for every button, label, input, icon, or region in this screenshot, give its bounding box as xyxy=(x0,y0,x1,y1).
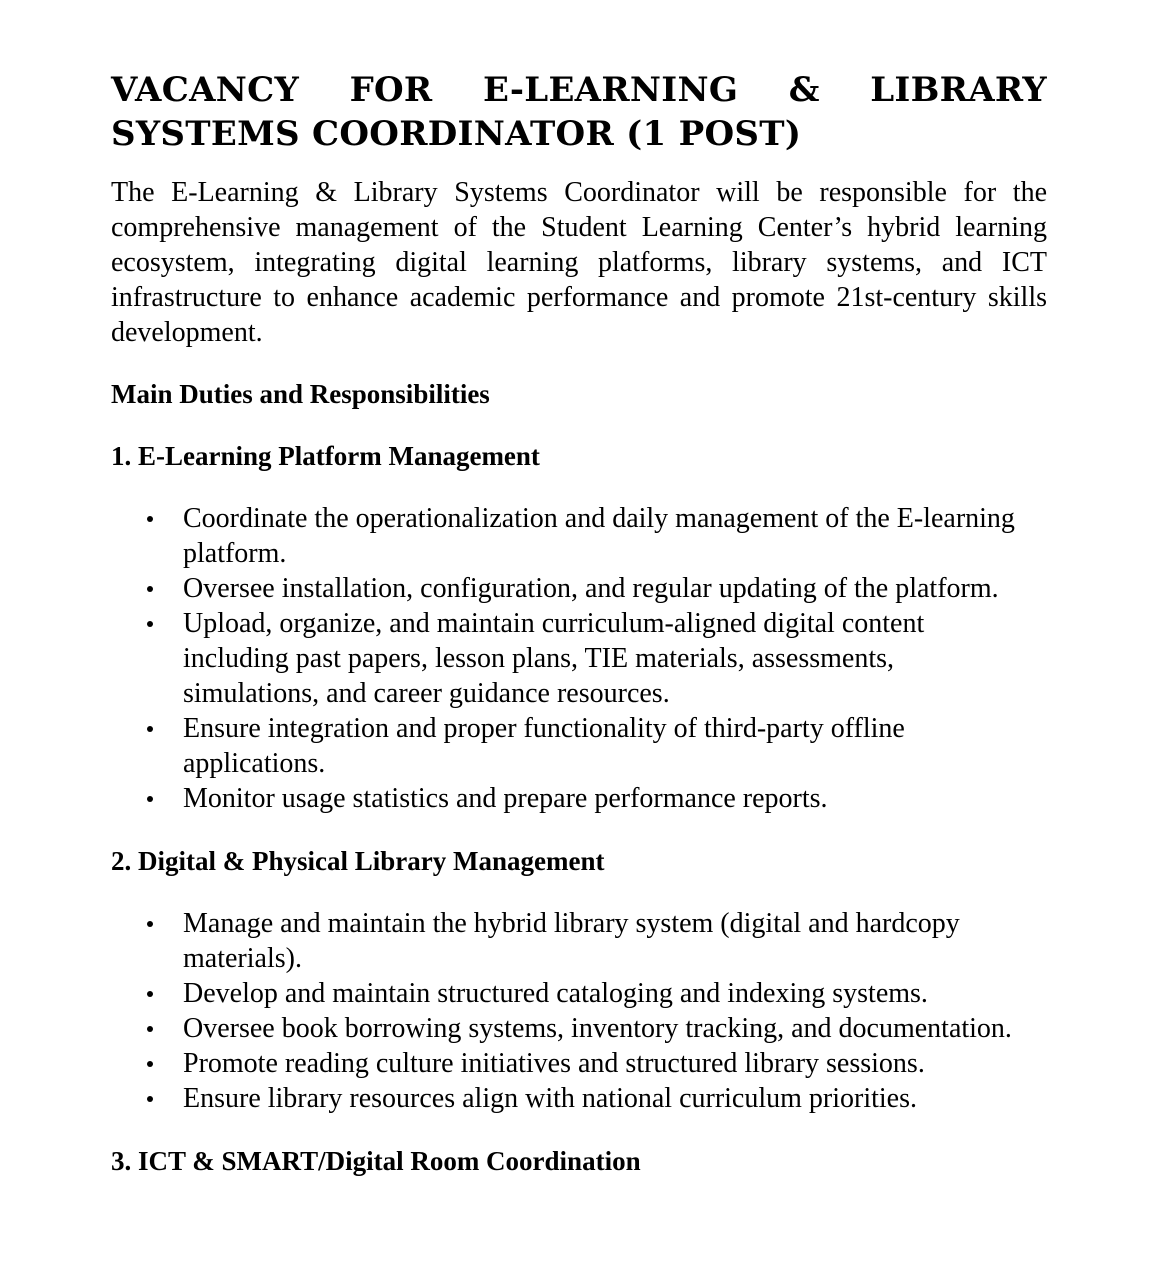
document-page xyxy=(111,68,1047,1179)
section-heading-ict: 3. ICT & SMART/Digital Room Coordination xyxy=(111,1146,641,1176)
list-item-text: Oversee installation, configuration, and regular updating of the platform. xyxy=(183,573,999,604)
list-item xyxy=(111,976,1029,1011)
document-title: VACANCY FOR E-LEARNING & LIBRARY SYSTEMS COORDINATOR (1 POST) xyxy=(111,70,1047,154)
bullet-icon xyxy=(147,991,153,997)
section-heading-library: 2. Digital & Physical Library Management xyxy=(111,846,605,876)
list-item xyxy=(111,1081,1029,1116)
bullet-list-elearning xyxy=(111,501,1047,816)
bullet-icon xyxy=(147,1096,153,1102)
list-item-text: Upload, organize, and maintain curriculum-aligned digital content including past papers, lesson plans, TIE materials, assessments, simulations, and career guidance resources. xyxy=(183,608,925,709)
list-item xyxy=(111,1011,1029,1046)
list-item-text: Promote reading culture initiatives and structured library sessions. xyxy=(183,1048,925,1079)
list-item-text: Ensure library resources align with national curriculum priorities. xyxy=(183,1083,918,1114)
list-item xyxy=(111,501,1029,571)
bullet-icon xyxy=(147,1061,153,1067)
list-item xyxy=(111,1046,1029,1081)
list-item-text: Manage and maintain the hybrid library system (digital and hardcopy materials). xyxy=(183,908,960,974)
bullet-icon xyxy=(147,621,153,627)
intro-paragraph: The E-Learning & Library Systems Coordinator will be responsible for the comprehensive management of the Student Learning Center’s hybrid learning ecosystem, integrating digital learning platforms, library systems, and ICT infrastructure to enhance academic performance and promote 21st-century skills development. xyxy=(111,177,1047,348)
bullet-icon xyxy=(147,516,153,522)
list-item xyxy=(111,606,1029,711)
list-item xyxy=(111,711,1029,781)
main-duties-heading: Main Duties and Responsibilities xyxy=(111,379,490,409)
list-item-text: Monitor usage statistics and prepare performance reports. xyxy=(183,783,828,814)
section-heading-elearning: 1. E-Learning Platform Management xyxy=(111,441,540,471)
list-item-text: Ensure integration and proper functionality of third-party offline applications. xyxy=(183,713,905,779)
bullet-icon xyxy=(147,586,153,592)
list-item-text: Coordinate the operationalization and daily management of the E-learning platform. xyxy=(183,503,1015,569)
bullet-icon xyxy=(147,921,153,927)
list-item xyxy=(111,906,1029,976)
bullet-list-library xyxy=(111,906,1047,1116)
list-item-text: Oversee book borrowing systems, inventory tracking, and documentation. xyxy=(183,1013,1012,1044)
bullet-icon xyxy=(147,796,153,802)
bullet-icon xyxy=(147,1026,153,1032)
list-item xyxy=(111,781,1029,816)
bullet-icon xyxy=(147,726,153,732)
list-item xyxy=(111,571,1029,606)
list-item-text: Develop and maintain structured cataloging and indexing systems. xyxy=(183,978,928,1009)
